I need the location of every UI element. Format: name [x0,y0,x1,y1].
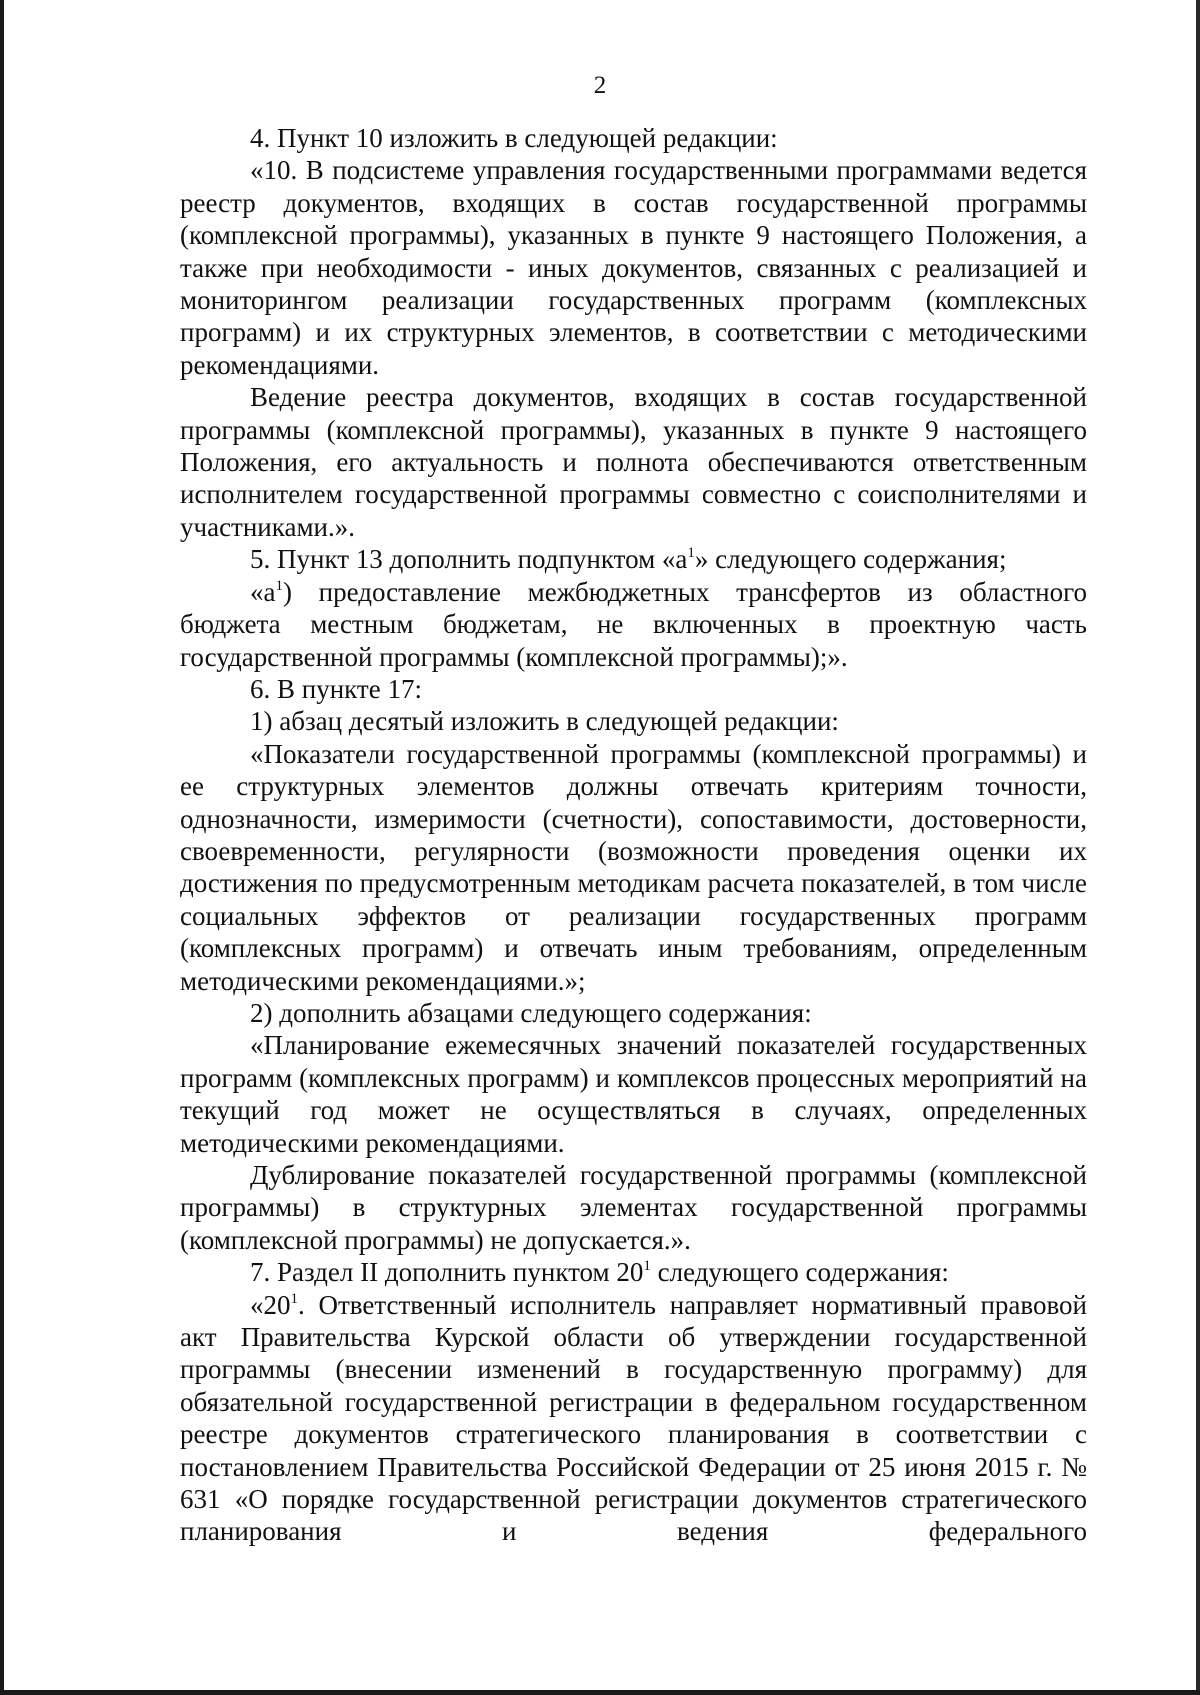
scan-edge-right [1196,0,1200,1695]
paragraph-item-5-heading [180,543,1087,575]
paragraph-subitem-a1-start: «а [250,576,276,607]
paragraph-subitem-a1 [180,576,1087,673]
superscript-marker: 1 [290,1290,298,1307]
paragraph-item-20-1-start: «20 [250,1289,291,1320]
paragraph-item-7-heading [180,1256,1087,1288]
paragraph-registry-maintenance: Ведение реестра документов, входящих в состав государственной программы (комплексной программы), указанных в пункте 9 настоящего Положения, его актуальность и полнота обеспечиваются ответственным исполнителем государственной программы совместно с соисполнителями и участниками.». [180,382,1087,542]
paragraph-indicators-criteria: «Показатели государственной программы (комплексной программы) и ее структурных элементов должны отвечать критериям точности, однозначности, измеримости (счетности), сопоставимости, достоверности, своевременности, регулярности (возможности проведения оценки их достижения по предусмотренным методикам расчета показателей, в том числе социальных эффектов от реализации государственных программ (комплексных программ) и отвечать иным требованиям, определенным методическими рекомендациями.»; [180,738,1087,996]
paragraph-item-20-1-end: . Ответственный исполнитель направляет нормативный правовой акт Правительства Курской области об утверждении государственной программы (внесении изменений в государственную программу) для обязательной государственной регистрации в федеральном государственном реестре документов стратегического планирования в соответствии с постановлением Правительства Российской Федерации от 25 июня 2015 г. № 631 «О порядке государственной регистрации документов стратегического планирования и ведения федерального [180,1289,1087,1547]
paragraph-quoted-item-10: «10. В подсистеме управления государственными программами ведется реестр документов, входящих в состав государственной программы (комплексной программы), указанных в пункте 9 настоящего Положения, а также при необходимости - иных документов, связанных с реализацией и мониторингом реализации государственных программ (комплексных программ) и их структурных элементов, в соответствии с методическими рекомендациями. [180,155,1087,380]
superscript-marker: 1 [275,577,283,594]
document-body [180,122,1087,1548]
paragraph-subitem-2-heading: 2) дополнить абзацами следующего содержания: [250,997,812,1028]
paragraph-monthly-planning: «Планирование ежемесячных значений показателей государственных программ (комплексных программ) и комплексов процессных мероприятий на текущий год может не осуществляться в случаях, определенных методическими рекомендациями. [180,1030,1087,1158]
superscript-marker: 1 [687,545,695,562]
page-number: 2 [593,72,607,99]
scan-edge-left [0,0,4,1695]
paragraph-subitem-1-heading: 1) абзац десятый изложить в следующей редакции: [250,706,839,737]
scan-edge-bottom [0,1690,1200,1695]
paragraph-duplication: Дублирование показателей государственной программы (комплексной программы) в структурных элементах государственной программы (комплексной программы) не допускается.». [180,1160,1087,1255]
paragraph-item-6-heading: 6. В пункте 17: [250,673,422,704]
superscript-marker: 1 [643,1258,651,1275]
paragraph-item-7-text-end: следующего содержания: [650,1257,949,1288]
paragraph-item-7-text-start: 7. Раздел II дополнить пунктом 20 [250,1257,644,1288]
paragraph-item-20-1 [180,1289,1087,1548]
paragraph-subitem-a1-end: ) предоставление межбюджетных трансфертов из областного бюджета местным бюджетам, не включенных в проектную часть государственной программы (комплексной программы);». [180,576,1087,672]
paragraph-item-4-heading: 4. Пункт 10 изложить в следующей редакции: [250,123,778,153]
paragraph-item-5-text-start: 5. Пункт 13 дополнить подпунктом «а [250,544,688,575]
paragraph-item-5-text-end: » следующего содержания; [694,544,1007,575]
